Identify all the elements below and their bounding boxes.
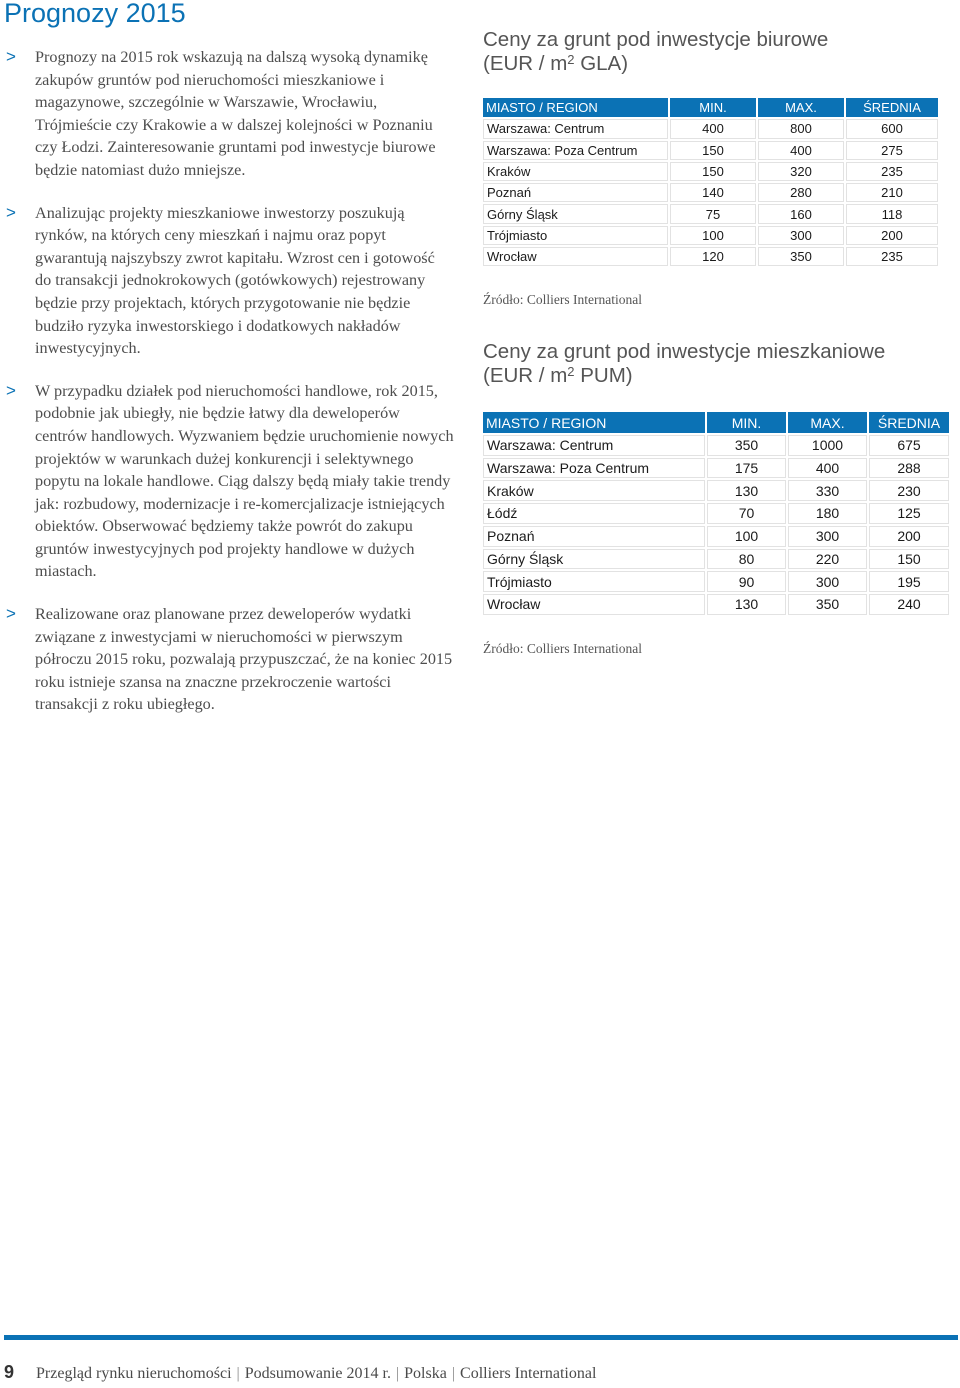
footer-separator: | (395, 1365, 400, 1382)
page-footer (4, 1362, 596, 1383)
column-header-min: MIN. (670, 98, 756, 117)
footer-country: Polska (404, 1365, 447, 1382)
table-header-row (483, 98, 938, 117)
cell-average: 275 (846, 141, 938, 160)
cell-average: 125 (869, 503, 949, 524)
cell-max: 350 (788, 594, 867, 615)
cell-average: 675 (869, 435, 949, 456)
cell-min: 120 (670, 247, 756, 266)
cell-average: 200 (846, 226, 938, 245)
bullet-paragraph (6, 202, 454, 360)
cell-average: 195 (869, 571, 949, 592)
office-title-unit-suffix: GLA) (574, 52, 629, 75)
column-header-average: ŚREDNIA (869, 412, 949, 433)
table-row (483, 226, 938, 245)
table-row (483, 162, 938, 181)
footer-period: Podsumowanie 2014 r. (244, 1365, 391, 1382)
cell-min: 130 (707, 594, 786, 615)
cell-region: Warszawa: Poza Centrum (483, 141, 668, 160)
cell-min: 75 (670, 204, 756, 223)
office-title-unit-prefix: (EUR / m (483, 52, 568, 75)
column-header-region: MIASTO / REGION (483, 412, 705, 433)
bullet-text: Prognozy na 2015 rok wskazują na dalszą wysoką dynamikę zakupów gruntów pod nieruchomości mieszkaniowe i magazynowe, szczególnie w Warszawie, Wrocławiu, Trójmieście czy Krakowie a w dalszej kolejności w Poznaniu czy Łodzi. Zainteresowanie gruntami pod inwestycje biurowe będzie natomiast dużo mniejsze. (35, 48, 436, 179)
table-row (483, 183, 938, 202)
table-row (483, 526, 949, 547)
cell-min: 150 (670, 141, 756, 160)
footer-report-name: Przegląd rynku nieruchomości (36, 1365, 232, 1382)
bullet-arrow-icon: > (6, 202, 16, 222)
office-table-title (483, 28, 953, 76)
cell-region: Kraków (483, 162, 668, 181)
table-row (483, 141, 938, 160)
cell-max: 1000 (788, 435, 867, 456)
bullet-paragraph (6, 380, 454, 583)
footer-separator: | (451, 1365, 456, 1382)
residential-title-line1: Ceny za grunt pod inwestycje mieszkaniowe (483, 340, 886, 364)
cell-region: Kraków (483, 480, 705, 501)
table-row (483, 549, 949, 570)
bullet-text: Analizując projekty mieszkaniowe inwestorzy poszukują rynków, na których ceny mieszkań i najmu oraz popyt gwarantują najszybszy zwrot kapitału. Wzrost cen i gotowość do transakcji jednokrokowych (gotówkowych) rejestrowany będzie przy projektach, których przygotowanie nie będzie budziło ryzyka inwestorskiego i dodatkowych nakładów inwestycyjnych. (35, 203, 435, 358)
cell-max: 300 (758, 226, 844, 245)
cell-average: 230 (869, 480, 949, 501)
cell-region: Warszawa: Centrum (483, 119, 668, 138)
cell-max: 300 (788, 526, 867, 547)
forecast-bullets (6, 46, 454, 736)
cell-max: 180 (788, 503, 867, 524)
cell-min: 175 (707, 458, 786, 479)
cell-region: Trójmiasto (483, 571, 705, 592)
cell-average: 600 (846, 119, 938, 138)
cell-min: 150 (670, 162, 756, 181)
residential-title-unit-suffix: PUM) (574, 364, 633, 388)
cell-max: 320 (758, 162, 844, 181)
cell-region: Poznań (483, 183, 668, 202)
bullet-paragraph (6, 603, 454, 716)
cell-min: 70 (707, 503, 786, 524)
cell-average: 235 (846, 162, 938, 181)
cell-average: 235 (846, 247, 938, 266)
table-row (483, 503, 949, 524)
cell-region: Poznań (483, 526, 705, 547)
cell-min: 80 (707, 549, 786, 570)
cell-average: 210 (846, 183, 938, 202)
office-land-price-table (481, 96, 940, 268)
footer-divider (4, 1335, 958, 1340)
cell-region: Górny Śląsk (483, 204, 668, 223)
bullet-text: W przypadku działek pod nieruchomości handlowe, rok 2015, podobnie jak ubiegły, nie będzie łatwy dla deweloperów centrów handlowych. Wyzwaniem będzie uruchomienie nowych projektów w warunkach dużej konkurencji i selektywnego popytu na lokale handlowe. Ciąg dalszy będą miały takie trendy jak: rozbudowy, modernizacje i re-komercjalizacje istniejących obiektów. Obserwować będziemy także powrót do zakupu gruntów inwestycyjnych pod projekty handlowe w dużych miastach. (35, 381, 454, 581)
cell-max: 330 (788, 480, 867, 501)
column-header-average: ŚREDNIA (846, 98, 938, 117)
cell-region: Trójmiasto (483, 226, 668, 245)
table-row (483, 435, 949, 456)
cell-region: Warszawa: Poza Centrum (483, 458, 705, 479)
office-title-superscript: 2 (567, 52, 575, 67)
cell-min: 90 (707, 571, 786, 592)
table-row (483, 480, 949, 501)
cell-region: Warszawa: Centrum (483, 435, 705, 456)
footer-separator: | (236, 1365, 240, 1382)
cell-min: 400 (670, 119, 756, 138)
cell-region: Wrocław (483, 247, 668, 266)
table-row (483, 247, 938, 266)
page-number: 9 (4, 1362, 15, 1382)
column-header-min: MIN. (707, 412, 786, 433)
column-header-max: MAX. (758, 98, 844, 117)
price-tables (483, 28, 953, 657)
cell-average: 150 (869, 549, 949, 570)
table-row (483, 571, 949, 592)
cell-max: 350 (758, 247, 844, 266)
office-title-line1: Ceny za grunt pod inwestycje biurowe (483, 28, 829, 51)
table-row (483, 594, 949, 615)
table-header-row (483, 412, 949, 433)
cell-average: 240 (869, 594, 949, 615)
bullet-paragraph (6, 46, 454, 182)
cell-region: Wrocław (483, 594, 705, 615)
footer-company: Colliers International (460, 1365, 597, 1382)
cell-max: 280 (758, 183, 844, 202)
table-row (483, 458, 949, 479)
cell-min: 100 (707, 526, 786, 547)
column-header-region: MIASTO / REGION (483, 98, 668, 117)
page-title: Prognozy 2015 (4, 0, 186, 28)
cell-max: 800 (758, 119, 844, 138)
table-row (483, 204, 938, 223)
residential-table-source: Źródło: Colliers International (483, 640, 642, 656)
cell-min: 350 (707, 435, 786, 456)
cell-max: 160 (758, 204, 844, 223)
cell-average: 118 (846, 204, 938, 223)
office-table-source: Źródło: Colliers International (483, 292, 642, 308)
cell-min: 130 (707, 480, 786, 501)
column-header-max: MAX. (788, 412, 867, 433)
residential-title-superscript: 2 (567, 364, 575, 380)
cell-max: 400 (788, 458, 867, 479)
cell-min: 140 (670, 183, 756, 202)
bullet-arrow-icon: > (6, 380, 16, 400)
cell-average: 200 (869, 526, 949, 547)
cell-max: 400 (758, 141, 844, 160)
table-row (483, 119, 938, 138)
cell-max: 300 (788, 571, 867, 592)
residential-land-price-table (481, 410, 951, 616)
residential-title-unit-prefix: (EUR / m (483, 364, 568, 388)
bullet-arrow-icon: > (6, 604, 16, 624)
cell-min: 100 (670, 226, 756, 245)
bullet-text: Realizowane oraz planowane przez deweloperów wydatki związane z inwestycjami w nieruchomości w pierwszym półroczu 2015 roku, pozwalają przypuszczać, że na koniec 2015 roku istnieje szansa na znaczne przekroczenie wartości transakcji z roku ubiegłego. (35, 605, 453, 714)
cell-region: Górny Śląsk (483, 549, 705, 570)
residential-table-title (483, 340, 953, 388)
cell-region: Łódź (483, 503, 705, 524)
cell-average: 288 (869, 458, 949, 479)
bullet-arrow-icon: > (6, 47, 16, 66)
cell-max: 220 (788, 549, 867, 570)
